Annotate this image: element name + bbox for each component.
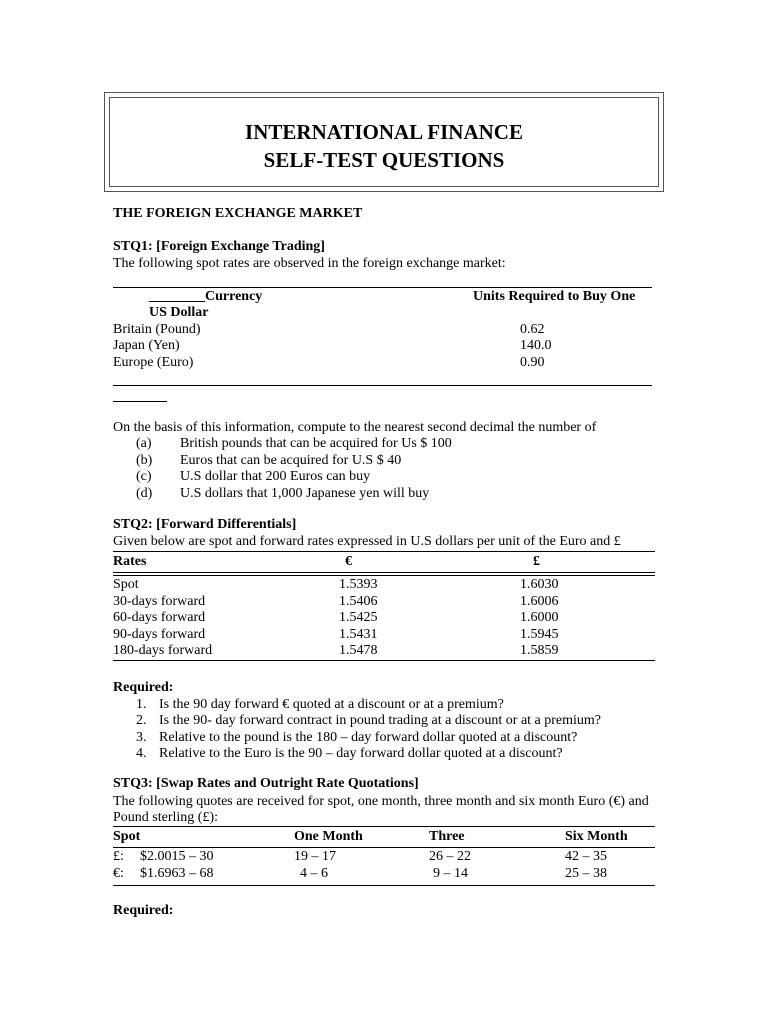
stq3-cell-one-month: 4 – 6 [300, 866, 328, 881]
stq1-row-currency: Europe (Euro) [113, 355, 194, 370]
stq2-required-label: Required: [113, 680, 174, 695]
stq1-item-text: U.S dollar that 200 Euros can buy [180, 469, 371, 484]
stq2-cell-euro: 1.5393 [339, 577, 378, 592]
document-title: INTERNATIONAL FINANCE [245, 120, 523, 144]
stq2-question-text: Relative to the pound is the 180 – day forward dollar quoted at a discount? [159, 730, 578, 745]
stq2-question-number: 1. [136, 697, 147, 712]
title-box [104, 92, 664, 192]
stq3-cell-six-month: 25 – 38 [565, 866, 607, 881]
stq3-header-three: Three [429, 829, 465, 844]
stq2-question-number: 2. [136, 713, 147, 728]
stq2-cell-rate: 180-days forward [113, 643, 213, 658]
stq2-question-text: Is the 90- day forward contract in pound trading at a discount or at a premium? [159, 713, 602, 728]
stq3-intro-line1: The following quotes are received for spot, one month, three month and six month Euro (€) and [113, 794, 649, 809]
title-inner-frame [109, 97, 659, 187]
stq2-question-text: Relative to the Euro is the 90 – day forward dollar quoted at a discount? [159, 746, 563, 761]
stq2-cell-pound: 1.5945 [520, 627, 559, 642]
stq1-item-text: Euros that can be acquired for U.S $ 40 [180, 453, 402, 468]
stq3-header-spot: Spot [113, 829, 141, 844]
stq2-question-text: Is the 90 day forward € quoted at a discount or at a premium? [159, 697, 504, 712]
stq2-cell-euro: 1.5406 [339, 594, 378, 609]
stq3-heading: STQ3: [Swap Rates and Outright Rate Quotations] [113, 776, 419, 791]
stq2-intro: Given below are spot and forward rates expressed in U.S dollars per unit of the Euro and £ [113, 534, 621, 549]
stq3-header-six-month: Six Month [565, 829, 628, 844]
stq1-row-units: 0.90 [520, 355, 545, 370]
stq2-header-pound: £ [533, 554, 540, 569]
stq1-col-currency: ________Currency [149, 289, 263, 304]
stq1-col-units: Units Required to Buy One [473, 289, 636, 304]
stq3-cell-three: 9 – 14 [433, 866, 468, 881]
stq1-col-units-sub: US Dollar [149, 305, 209, 320]
stq2-question-number: 3. [136, 730, 147, 745]
stq1-compute-text: On the basis of this information, compute to the nearest second decimal the number of [113, 420, 597, 435]
stq2-cell-euro: 1.5478 [339, 643, 378, 658]
stq3-header-rule [113, 847, 655, 848]
stq2-cell-euro: 1.5431 [339, 627, 378, 642]
stq1-item-text: British pounds that can be acquired for Us $ 100 [180, 436, 452, 451]
stq3-cell-spot: $2.0015 – 30 [140, 849, 214, 864]
stq2-cell-euro: 1.5425 [339, 610, 378, 625]
stq2-table-bottom-rule [113, 660, 655, 661]
stq1-row-units: 0.62 [520, 322, 545, 337]
stq3-cell-six-month: 42 – 35 [565, 849, 607, 864]
stq3-cell-symbol: €: [113, 866, 124, 881]
stq3-intro-line2: Pound sterling (£): [113, 810, 218, 825]
stq1-item-label: (a) [136, 436, 152, 451]
stq1-item-label: (b) [136, 453, 153, 468]
section-heading: THE FOREIGN EXCHANGE MARKET [113, 206, 363, 221]
stq1-bottom-rule-tail [113, 401, 167, 402]
stq2-heading: STQ2: [Forward Differentials] [113, 517, 297, 532]
stq1-row-currency: Japan (Yen) [113, 338, 180, 353]
stq1-item-label: (d) [136, 486, 153, 501]
stq3-table-top-rule [113, 826, 655, 827]
stq2-cell-rate: 60-days forward [113, 610, 206, 625]
stq1-item-label: (c) [136, 469, 152, 484]
stq2-cell-pound: 1.6030 [520, 577, 559, 592]
stq1-item-text: U.S dollars that 1,000 Japanese yen will buy [180, 486, 430, 501]
stq2-cell-pound: 1.6006 [520, 594, 559, 609]
stq3-header-one-month: One Month [294, 829, 363, 844]
stq3-cell-three: 26 – 22 [429, 849, 471, 864]
stq3-table-bottom-rule [113, 885, 655, 886]
stq1-bottom-rule [113, 385, 652, 386]
stq2-header-euro: € [345, 554, 352, 569]
stq2-cell-rate: Spot [113, 577, 139, 592]
stq2-cell-pound: 1.5859 [520, 643, 559, 658]
document-subtitle: SELF-TEST QUESTIONS [263, 148, 505, 172]
stq2-header-rates: Rates [113, 554, 147, 569]
stq1-heading: STQ1: [Foreign Exchange Trading] [113, 239, 325, 254]
stq2-header-rule [113, 572, 655, 576]
stq2-question-number: 4. [136, 746, 147, 761]
stq3-cell-symbol: £: [113, 849, 124, 864]
stq3-cell-one-month: 19 – 17 [294, 849, 336, 864]
stq2-cell-rate: 90-days forward [113, 627, 206, 642]
stq1-intro: The following spot rates are observed in the foreign exchange market: [113, 256, 506, 271]
stq3-required-label: Required: [113, 903, 174, 918]
stq2-cell-rate: 30-days forward [113, 594, 206, 609]
stq1-row-currency: Britain (Pound) [113, 322, 201, 337]
stq1-row-units: 140.0 [520, 338, 552, 353]
stq3-cell-spot: $1.6963 – 68 [140, 866, 214, 881]
stq2-cell-pound: 1.6000 [520, 610, 559, 625]
stq2-table-top-rule [113, 551, 655, 552]
stq1-top-rule [113, 287, 652, 288]
